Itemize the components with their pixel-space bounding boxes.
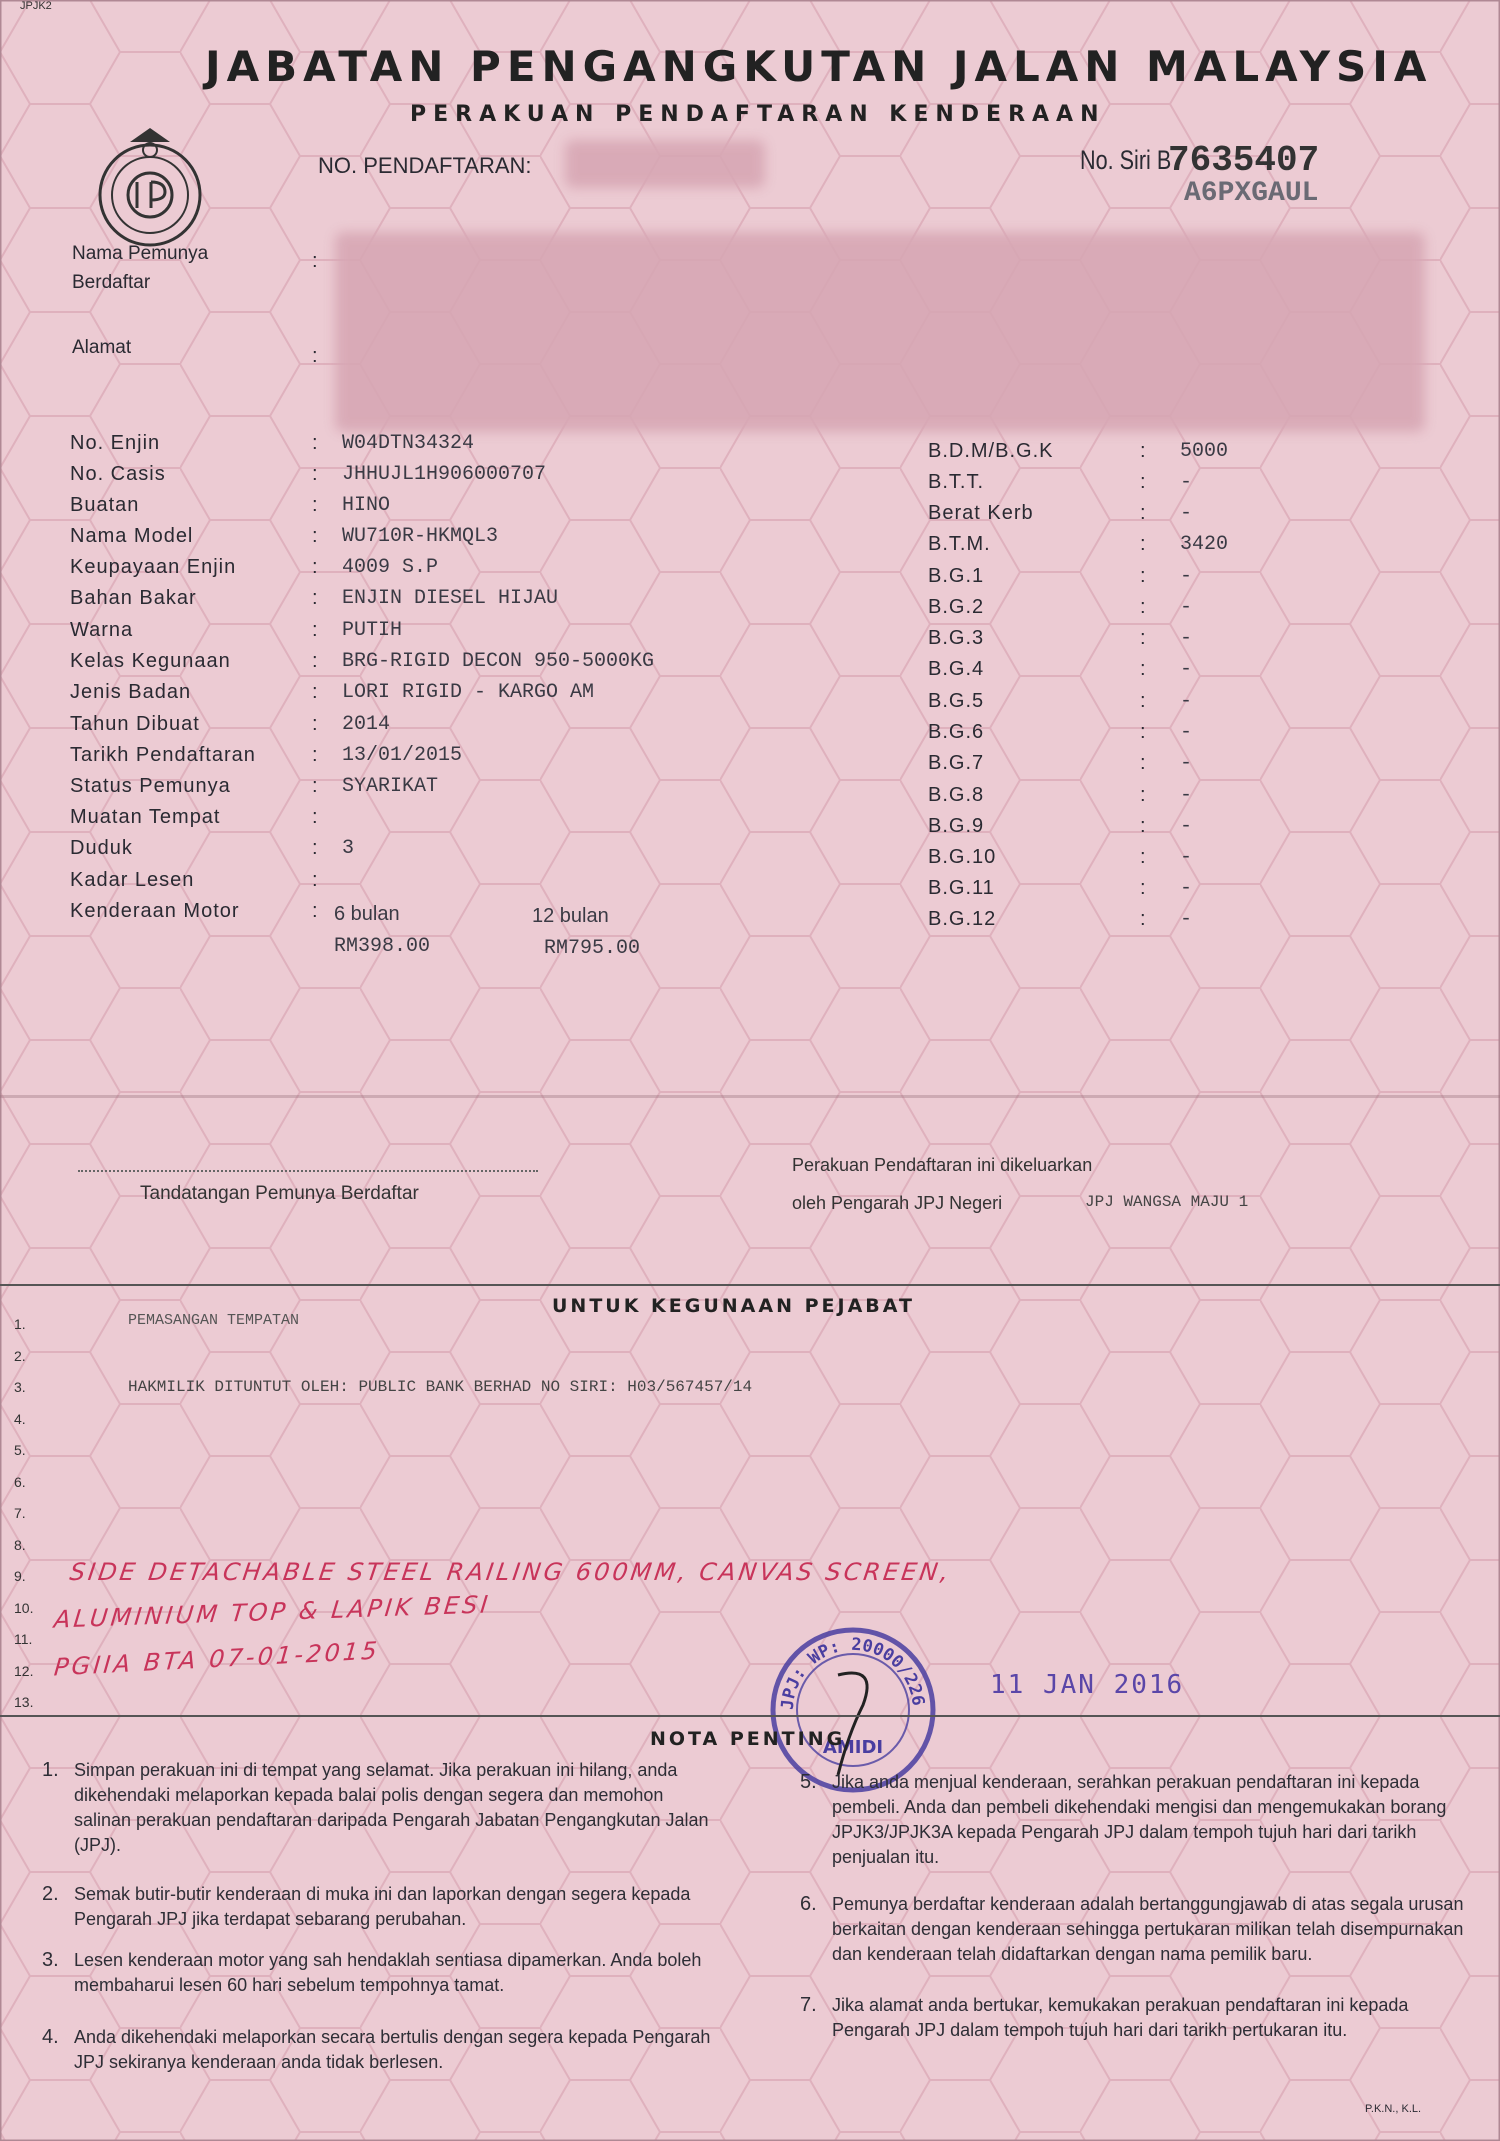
office-line-number: 5. [14, 1442, 26, 1458]
field-label: Kadar Lesen [70, 869, 195, 891]
registration-number-label: NO. PENDAFTARAN: [318, 153, 532, 178]
colon: : [312, 556, 318, 578]
colon: : [312, 250, 318, 272]
field-value: 2014 [342, 713, 391, 736]
field-value: - [1180, 784, 1193, 807]
section-divider [0, 1284, 1500, 1286]
colon: : [312, 587, 318, 609]
field-label: Berat Kerb [928, 502, 1034, 524]
field-value: JHHUJL1H906000707 [342, 463, 547, 486]
office-line-number: 11. [14, 1631, 33, 1647]
field-label: Tarikh Pendaftaran [70, 744, 256, 766]
colon: : [1140, 752, 1146, 774]
field-label: Muatan Tempat [70, 806, 221, 828]
colon: : [1140, 908, 1146, 930]
colon: : [312, 650, 318, 672]
field-label: Buatan [70, 494, 140, 516]
colon: : [312, 494, 318, 516]
colon: : [1140, 533, 1146, 555]
field-label: B.T.T. [928, 471, 985, 493]
field-label: B.G.4 [928, 658, 985, 680]
note-item [800, 1892, 1470, 1967]
redacted-owner-details [335, 232, 1425, 432]
redacted-registration-number [565, 140, 765, 188]
note-text: Jika alamat anda bertukar, kemukakan perakuan pendaftaran ini kepada Pengarah JPJ dalam tempoh tujuh hari dari tarikh pertukaran itu. [832, 1995, 1409, 2040]
field-value: - [1180, 690, 1193, 713]
form-code: JPJK2 [20, 0, 52, 12]
rate-6-month-label: 6 bulan [334, 903, 400, 925]
note-text: Pemunya berdaftar kenderaan adalah bertanggungjawab di atas segala urusan berkaitan dengan kenderaan sehingga pertukaran milikan telah disempurnakan dan kenderaan telah didaftarkan dengan nama pemilik baru. [832, 1894, 1464, 1964]
handwritten-note-line-1: SIDE DETACHABLE STEEL RAILING 600MM, CANVAS SCREEN, [68, 1558, 954, 1586]
field-value: 3420 [1180, 533, 1229, 556]
jpj-emblem-logo [85, 120, 215, 250]
office-line-number: 9. [14, 1568, 26, 1584]
serial-label: No. Siri B [1080, 145, 1172, 175]
colon: : [312, 432, 318, 454]
field-label: B.G.8 [928, 784, 985, 806]
colon: : [1140, 471, 1146, 493]
field-value: 3 [342, 837, 355, 860]
field-label: B.G.3 [928, 627, 985, 649]
field-label: B.G.10 [928, 846, 997, 868]
colon: : [312, 681, 318, 703]
field-label: Duduk [70, 837, 133, 859]
note-number: 3. [42, 1949, 59, 1971]
field-label: Jenis Badan [70, 681, 192, 703]
note-text: Lesen kenderaan motor yang sah hendaklah sentiasa dipamerkan. Anda boleh membaharui lesen 60 hari sebelum tempohnya tamat. [74, 1950, 702, 1995]
field-value: - [1180, 721, 1193, 744]
field-value: - [1180, 877, 1193, 900]
owner-name-label-2: Berdaftar [72, 272, 151, 293]
note-item [42, 1948, 712, 1998]
colon: : [312, 869, 318, 891]
note-item [42, 1758, 712, 1858]
colon: : [1140, 627, 1146, 649]
office-line-number: 4. [14, 1410, 26, 1427]
field-label: Bahan Bakar [70, 587, 197, 609]
note-text: Anda dikehendaki melaporkan secara bertulis dengan segera kepada Pengarah JPJ sekiranya kenderaan anda tidak berlesen. [74, 2027, 711, 2072]
serial-code: A6PXGAUL [1184, 178, 1319, 209]
office-line-number: 7. [14, 1505, 26, 1521]
stamp-name: AMIDI [822, 1737, 884, 1758]
field-value: ENJIN DIESEL HIJAU [342, 587, 559, 610]
field-label: B.T.M. [928, 533, 991, 555]
field-value: - [1180, 471, 1193, 494]
field-label: No. Enjin [70, 432, 161, 454]
field-label: No. Casis [70, 463, 166, 485]
note-number: 2. [42, 1883, 59, 1905]
colon: : [312, 744, 318, 766]
field-label: Warna [70, 619, 134, 641]
notes-title: NOTA PENTING [650, 1728, 846, 1750]
issued-by-line-1: Perakuan Pendaftaran ini dikeluarkan [792, 1155, 1093, 1175]
rate-12-month-value: RM795.00 [544, 937, 641, 960]
note-number: 4. [42, 2026, 59, 2048]
issued-by-line-2: oleh Pengarah JPJ Negeri [792, 1193, 1003, 1213]
note-number: 6. [800, 1893, 817, 1915]
page-title: JABATAN PENGANGKUTAN JALAN MALAYSIA [205, 42, 1433, 91]
office-line-number: 1. [14, 1316, 26, 1332]
stamp-text: JPJ: WP: 20000/226 [777, 1634, 928, 1711]
owner-signature-label: Tandatangan Pemunya Berdaftar [140, 1183, 419, 1204]
field-label: Tahun Dibuat [70, 713, 200, 735]
section-divider [0, 1715, 1500, 1717]
colon: : [1140, 846, 1146, 868]
field-label: B.G.5 [928, 690, 985, 712]
note-number: 1. [42, 1759, 59, 1781]
field-value: HINO [342, 494, 391, 517]
field-label: B.G.6 [928, 721, 985, 743]
field-label: Status Pemunya [70, 775, 231, 797]
field-label: B.G.2 [928, 596, 985, 618]
note-item [42, 1882, 712, 1932]
office-line-number: 10. [14, 1599, 34, 1616]
colon: : [1140, 690, 1146, 712]
colon: : [312, 713, 318, 735]
note-item [42, 2025, 712, 2075]
field-value: W04DTN34324 [342, 432, 475, 455]
note-text: Jika anda menjual kenderaan, serahkan perakuan pendaftaran ini kepada pembeli. Anda dan pembeli dikehendaki mengisi dan mengemukakan borang JPJK3/JPJK3A kepada Pengarah JPJ dalam tempoh tujuh hari dari tarikh penjualan itu. [832, 1772, 1447, 1867]
colon: : [1140, 721, 1146, 743]
field-value: - [1180, 908, 1193, 931]
office-line-number: 8. [14, 1536, 26, 1553]
note-number: 7. [800, 1994, 817, 2016]
field-label: B.G.1 [928, 565, 985, 587]
office-line-3: HAKMILIK DITUNTUT OLEH: PUBLIC BANK BERHAD NO SIRI: H03/567457/14 [128, 1378, 753, 1396]
office-line-number: 13. [14, 1694, 34, 1710]
colon: : [312, 345, 318, 367]
field-label: B.D.M/B.G.K [928, 440, 1054, 462]
field-label: B.G.7 [928, 752, 985, 774]
field-label: Keupayaan Enjin [70, 556, 237, 578]
field-label: Kelas Kegunaan [70, 650, 231, 672]
field-value: 4009 S.P [342, 556, 439, 579]
colon: : [1140, 565, 1146, 587]
address-label: Alamat [72, 337, 132, 358]
note-number: 5. [800, 1771, 817, 1793]
field-value: - [1180, 815, 1193, 838]
issuing-office: JPJ WANGSA MAJU 1 [1085, 1193, 1249, 1211]
colon: : [312, 900, 318, 922]
field-label: B.G.9 [928, 815, 985, 837]
colon: : [1140, 440, 1146, 462]
rate-12-month-label: 12 bulan [532, 905, 609, 927]
colon: : [312, 837, 318, 859]
colon: : [312, 775, 318, 797]
colon: : [312, 806, 318, 828]
field-value: - [1180, 565, 1193, 588]
field-value: PUTIH [342, 619, 403, 642]
paper-fold [0, 1095, 1500, 1098]
field-value: WU710R-HKMQL3 [342, 525, 499, 548]
field-label: Nama Model [70, 525, 194, 547]
signature-line [78, 1170, 538, 1173]
serial-number: 7635407 [1168, 140, 1320, 181]
printer-code: P.K.N., K.L. [1365, 2103, 1422, 2115]
field-value: BRG-RIGID DECON 950-5000KG [342, 650, 655, 673]
office-use-title: UNTUK KEGUNAAN PEJABAT [552, 1295, 915, 1317]
field-label: Kenderaan Motor [70, 900, 240, 922]
colon: : [312, 463, 318, 485]
colon: : [1140, 815, 1146, 837]
colon: : [1140, 877, 1146, 899]
field-value: - [1180, 752, 1193, 775]
owner-name-label: Nama Pemunya [72, 243, 209, 264]
field-value: - [1180, 502, 1193, 525]
field-label: B.G.12 [928, 908, 997, 930]
colon: : [1140, 784, 1146, 806]
office-line-number: 3. [14, 1379, 26, 1395]
field-value: 13/01/2015 [342, 744, 463, 767]
note-item [800, 1993, 1470, 2043]
colon: : [1140, 502, 1146, 524]
handwritten-note-line-2: ALUMINIUM TOP & LAPIK BESI [52, 1590, 493, 1634]
rate-6-month-value: RM398.00 [334, 935, 431, 958]
note-text: Semak butir-butir kenderaan di muka ini dan laporkan dengan segera kepada Pengarah JPJ jika terdapat sebarang perubahan. [74, 1884, 691, 1929]
field-value: 5000 [1180, 440, 1229, 463]
field-value: LORI RIGID - KARGO AM [342, 681, 595, 704]
note-text: Simpan perakuan ini di tempat yang selamat. Jika perakuan ini hilang, anda dikehendaki melaporkan kepada balai polis dengan segera dan memohon salinan perakuan pendaftaran daripada Pengarah Jabatan Pengangkutan Jalan (JPJ). [74, 1760, 709, 1855]
field-value: - [1180, 658, 1193, 681]
field-label: B.G.11 [928, 877, 995, 899]
field-value: SYARIKAT [342, 775, 439, 798]
field-value: - [1180, 596, 1193, 619]
colon: : [312, 525, 318, 547]
office-line-number: 6. [14, 1473, 26, 1490]
colon: : [1140, 596, 1146, 618]
colon: : [312, 619, 318, 641]
office-line-1: PEMASANGAN TEMPATAN [128, 1312, 300, 1329]
colon: : [1140, 658, 1146, 680]
field-value: - [1180, 846, 1193, 869]
office-line-number: 12. [14, 1662, 34, 1679]
note-item [800, 1770, 1470, 1870]
field-value: - [1180, 627, 1193, 650]
handwritten-note-line-3: PGIIA BTA 07-01-2015 [52, 1636, 381, 1682]
office-line-number: 2. [14, 1347, 26, 1364]
stamp-date: 11 JAN 2016 [990, 1670, 1185, 1700]
page-subtitle: PERAKUAN PENDAFTARAN KENDERAAN [410, 102, 1106, 127]
